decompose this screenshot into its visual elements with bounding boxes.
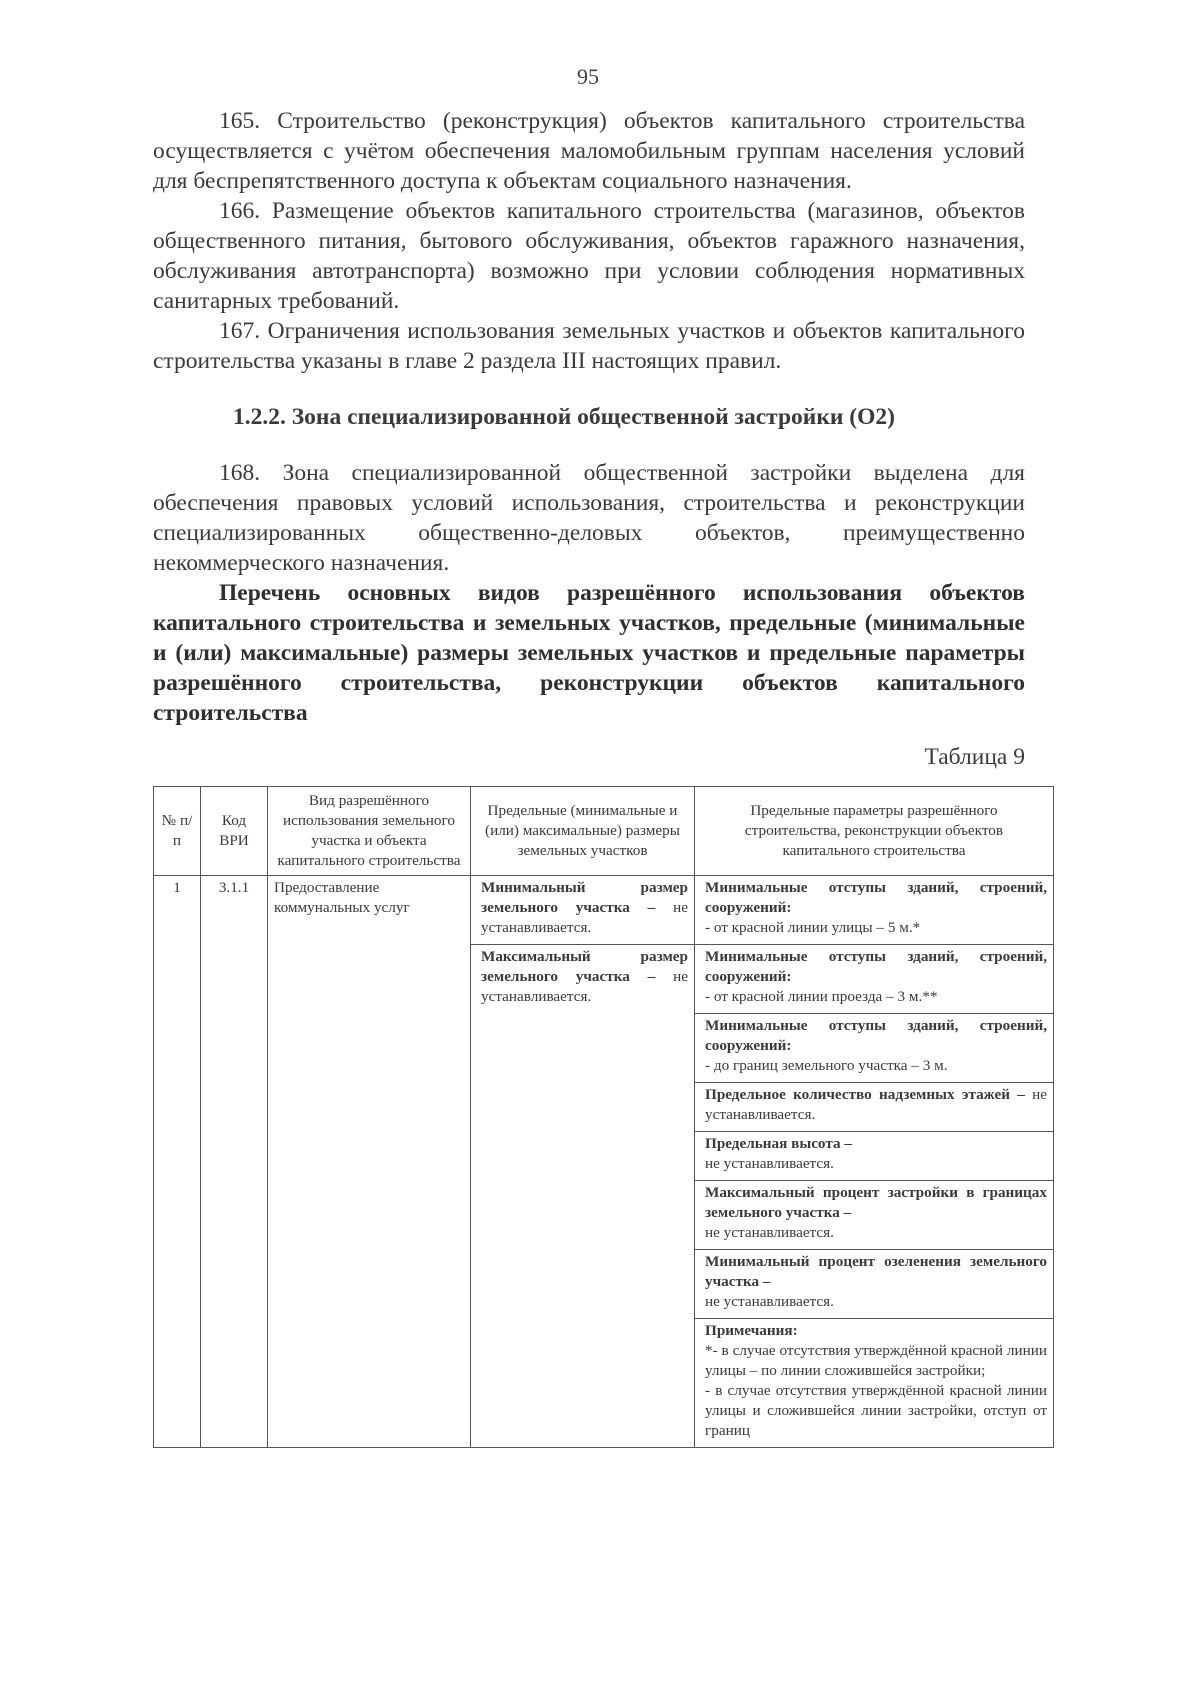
notes-title: Примечания: [705,1322,798,1339]
row-code: 3.1.1 [201,876,268,1448]
table-row [154,876,1054,1448]
note-item: *- в случае отсутствия утверждённой красной линии улицы – по линии сложившейся застройки; [705,1342,1047,1379]
param-label: Предельная высота – [705,1135,852,1152]
zone-heading: 1.2.2. Зона специализированной общественной застройки (О2) [233,404,895,430]
table-header-row [154,787,1054,876]
paragraph-166: 166. Размещение объектов капитального строительства (магазинов, объектов общественного питания, бытового обслуживания, объектов гаражного назначения, обслуживания автотранспорта) возможно при условии соблюдения нормативных санитарных требований. [153,198,1025,314]
header-kind: Вид разрешённого использования земельного участка и объекта капитального строительства [268,787,471,876]
param-label: Предельное количество надземных этажей – [705,1086,1025,1103]
note-item: - в случае отсутствия утверждённой красной линии улицы и сложившейся линии застройки, отступ от границ [705,1382,1047,1439]
param-setback-driveway [695,944,1053,1013]
paragraph-168: 168. Зона специализированной общественной застройки выделена для обеспечения правовых условий использования, строительства и реконструкции специализированных общественно-деловых объектов, преимущественно некоммерческого назначения. [153,460,1025,576]
param-greening [695,1249,1053,1318]
row-params [695,876,1054,1448]
param-value: не устанавливается. [705,1155,834,1172]
param-value: не устанавливается. [705,1293,834,1310]
row-sizes [471,876,695,1448]
header-code: Код ВРИ [201,787,268,876]
document-body [153,106,1025,772]
param-label: Минимальные отступы зданий, строений, сооружений: [705,879,1047,916]
size-min-value: не устанавливается. [481,899,688,936]
param-value: не устанавливается. [705,1086,1048,1123]
paragraph-165: 165. Строительство (реконструкция) объектов капитального строительства осуществляется с учётом обеспечения маломобильным группам населения условий для беспрепятственного доступа к объектам социального назначения. [153,108,1025,194]
size-min-label: Минимальный размер земельного участка – [481,879,688,916]
param-label: Минимальные отступы зданий, строений, сооружений: [705,948,1047,985]
row-kind: Предоставление коммунальных услуг [268,876,471,1448]
param-value: не устанавливается. [705,1224,834,1241]
param-setback-street [695,876,1053,944]
param-setback-boundary [695,1013,1053,1082]
size-max [471,944,694,1013]
header-params: Предельные параметры разрешённого строительства, реконструкции объектов капитального строительства [695,787,1054,876]
permitted-use-table [153,786,1054,1448]
param-floors [695,1082,1053,1131]
param-value: - до границ земельного участка – 3 м. [705,1057,948,1074]
param-label: Минимальный процент озеленения земельного участка – [705,1253,1047,1290]
param-notes [695,1318,1053,1447]
param-height [695,1131,1053,1180]
size-max-label: Максимальный размер земельного участка – [481,948,688,985]
param-value: - от красной линии улицы – 5 м.* [705,919,921,936]
row-num: 1 [154,876,201,1448]
param-label: Минимальные отступы зданий, строений, сооружений: [705,1017,1047,1054]
table-label: Таблица 9 [924,744,1025,770]
param-value: - от красной линии проезда – 3 м.** [705,988,938,1005]
size-min [471,876,694,944]
size-max-value: не устанавливается. [481,968,688,1005]
header-sizes: Предельные (минимальные и (или) максимальные) размеры земельных участков [471,787,695,876]
param-coverage [695,1180,1053,1249]
list-heading: Перечень основных видов разрешённого использования объектов капитального строительства и земельных участков, предельные (минимальные и (или) максимальные) размеры земельных участков и предельные параметры разрешённого строительства, реконструкции объектов капитального строительства [153,580,1025,726]
paragraph-167: 167. Ограничения использования земельных участков и объектов капитального строительства указаны в главе 2 раздела III настоящих правил. [153,318,1025,374]
param-label: Максимальный процент застройки в границах земельного участка – [705,1184,1047,1221]
page-number: 95 [577,64,599,89]
header-num: № п/п [154,787,201,876]
